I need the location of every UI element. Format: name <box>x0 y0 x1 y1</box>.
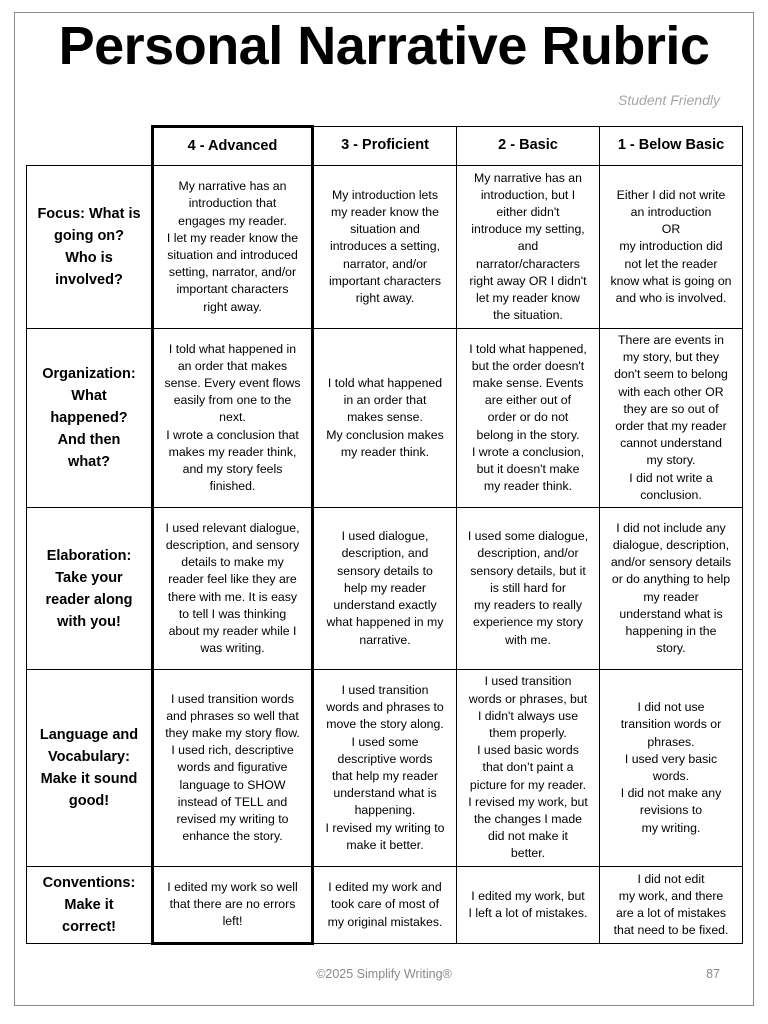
cell-elaboration-advanced: I used relevant dialogue, description, and sensory details to make my reader feel like they are there with me. It is easy to tell I was thinking about my reader while I was writing. <box>153 508 313 670</box>
cell-elaboration-basic: I used some dialogue, description, and/or sensory details, but it is still hard for my readers to really experience my story with me. <box>457 508 600 670</box>
cell-elaboration-proficient: I used dialogue, description, and sensory details to help my reader understand exactly what happened in my narrative. <box>313 508 457 670</box>
cell-organization-advanced: I told what happened in an order that makes sense. Every event flows easily from one to the next. I wrote a conclusion that makes my reader think, and my story feels finished. <box>153 329 313 508</box>
table-row <box>27 166 743 329</box>
header-level-3: 3 - Proficient <box>313 127 457 166</box>
copyright-footer: ©2025 Simplify Writing® <box>316 967 452 981</box>
cell-language-below-basic: I did not use transition words or phrases. I used very basic words. I did not make any revisions to my writing. <box>600 670 743 867</box>
cell-language-basic: I used transition words or phrases, but I didn't always use them properly. I used basic words that don’t paint a picture for my reader. I revised my work, but the changes I made did not make it better. <box>457 670 600 867</box>
cell-language-advanced: I used transition words and phrases so well that they make my story flow. I used rich, descriptive words and figurative language to SHOW instead of TELL and revised my writing to enhance the story. <box>153 670 313 867</box>
criterion-focus: Focus: What is going on? Who is involved? <box>27 166 153 329</box>
criterion-elaboration: Elaboration: Take your reader along with you! <box>27 508 153 670</box>
table-row <box>27 508 743 670</box>
cell-organization-proficient: I told what happened in an order that makes sense. My conclusion makes my reader think. <box>313 329 457 508</box>
cell-conventions-advanced: I edited my work so well that there are no errors left! <box>153 867 313 944</box>
cell-focus-advanced: My narrative has an introduction that engages my reader. I let my reader know the situation and introduced setting, narrator, and/or important characters right away. <box>153 166 313 329</box>
header-corner <box>27 127 153 166</box>
cell-focus-below-basic: Either I did not write an introduction OR my introduction did not let the reader know what is going on and who is involved. <box>600 166 743 329</box>
table-row <box>27 329 743 508</box>
criterion-language: Language and Vocabulary: Make it sound good! <box>27 670 153 867</box>
cell-language-proficient: I used transition words and phrases to move the story along. I used some descriptive words that help my reader understand what is happening. I revised my writing to make it better. <box>313 670 457 867</box>
cell-conventions-proficient: I edited my work and took care of most of my original mistakes. <box>313 867 457 944</box>
criterion-conventions: Conventions: Make it correct! <box>27 867 153 944</box>
header-row <box>27 127 743 166</box>
cell-organization-basic: I told what happened, but the order doesn't make sense. Events are either out of order or do not belong in the story. I wrote a conclusion, but it doesn't make my reader think. <box>457 329 600 508</box>
criterion-organization: Organization: What happened? And then what? <box>27 329 153 508</box>
cell-conventions-below-basic: I did not edit my work, and there are a lot of mistakes that need to be fixed. <box>600 867 743 944</box>
page-title: Personal Narrative Rubric <box>58 16 710 76</box>
cell-focus-proficient: My introduction lets my reader know the situation and introduces a setting, narrator, and/or important characters right away. <box>313 166 457 329</box>
header-level-1: 1 - Below Basic <box>600 127 743 166</box>
rubric-table <box>26 125 743 945</box>
header-level-2: 2 - Basic <box>457 127 600 166</box>
header-level-4: 4 - Advanced <box>153 127 313 166</box>
subtitle: Student Friendly <box>618 92 720 108</box>
cell-conventions-basic: I edited my work, but I left a lot of mistakes. <box>457 867 600 944</box>
cell-focus-basic: My narrative has an introduction, but I either didn't introduce my setting, and narrator/characters right away OR I didn't let my reader know the situation. <box>457 166 600 329</box>
table-row <box>27 867 743 944</box>
page-number: 87 <box>706 967 720 981</box>
cell-elaboration-below-basic: I did not include any dialogue, description, and/or sensory details or do anything to help my reader understand what is happening in the story. <box>600 508 743 670</box>
table-row <box>27 670 743 867</box>
cell-organization-below-basic: There are events in my story, but they don't seem to belong with each other OR they are so out of order that my reader cannot understand my story. I did not write a conclusion. <box>600 329 743 508</box>
